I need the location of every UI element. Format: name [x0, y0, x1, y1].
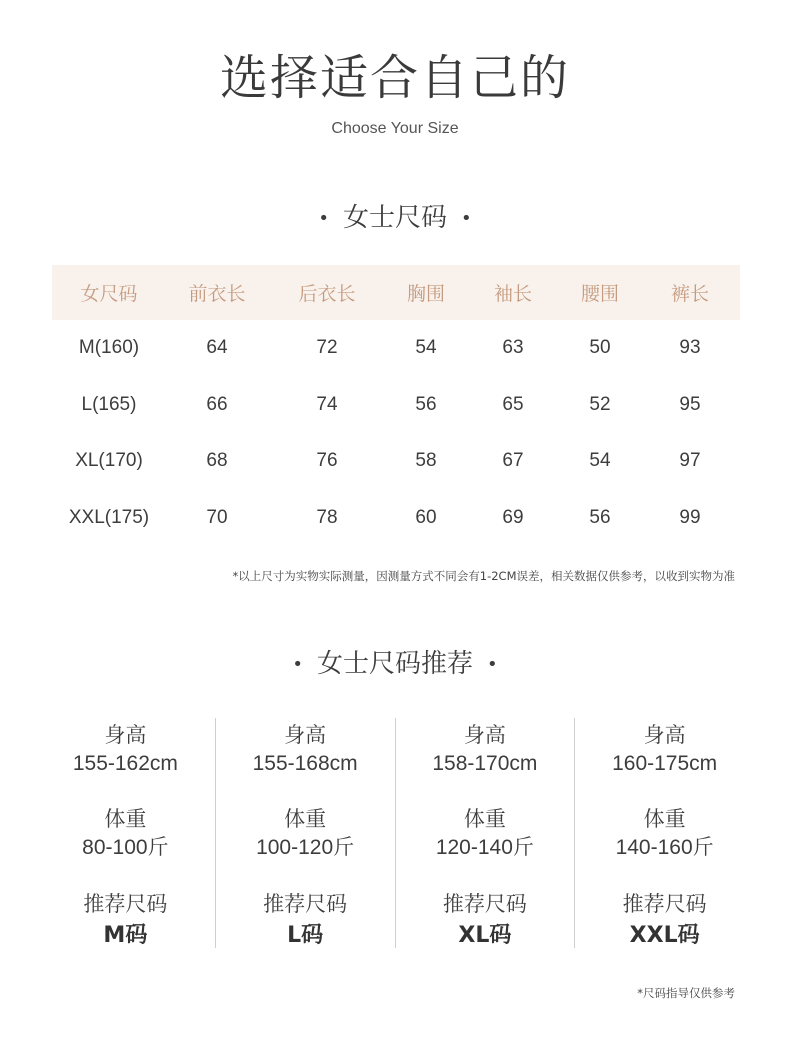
recommended-size-value: L码 [287, 923, 324, 948]
recommended-size-value: M码 [103, 923, 148, 948]
table-cell: 60 [415, 507, 437, 529]
height-label: 身高 [463, 723, 506, 747]
table-cell: 54 [415, 337, 437, 359]
weight-label: 体重 [643, 807, 686, 831]
weight-value: 140-160斤 [615, 836, 714, 859]
table-cell: 65 [502, 393, 524, 415]
height-value: 160-175cm [612, 752, 718, 775]
weight-value: 100-120斤 [256, 836, 355, 859]
table-cell: XL(170) [75, 450, 143, 472]
bullet-dot-right: • [487, 653, 498, 675]
table-cell: 64 [206, 337, 228, 359]
table-cell: M(160) [78, 337, 140, 359]
table-cell: 67 [502, 450, 524, 472]
recommendation-column-l [215, 718, 395, 948]
weight-label: 体重 [284, 807, 327, 831]
size-chart-heading-text: 女士尺码 [342, 203, 447, 233]
weight-label: 体重 [104, 807, 147, 831]
table-cell: 76 [316, 450, 338, 472]
column-header-back-length: 后衣长 [298, 283, 356, 305]
table-cell: 70 [206, 507, 228, 529]
recommended-size-value: XL码 [458, 923, 512, 948]
page-title: 选择适合自己的 [219, 50, 570, 106]
size-chart-header-row [52, 265, 740, 320]
table-cell: XXL(175) [68, 507, 150, 529]
table-cell: 74 [316, 393, 338, 415]
recommendation-column-xl [395, 718, 575, 948]
column-header-bust: 胸围 [406, 283, 445, 305]
table-cell: L(165) [81, 393, 137, 415]
table-cell: 56 [589, 507, 611, 529]
table-row [52, 433, 740, 490]
recommendation-note: *尺码指导仅供参考 [637, 986, 735, 1000]
bullet-dot-right: • [461, 207, 472, 229]
table-cell: 63 [502, 337, 524, 359]
column-header-size: 女尺码 [80, 283, 138, 305]
table-cell: 97 [679, 450, 701, 472]
column-header-pants-length: 裤长 [670, 283, 709, 305]
height-value: 155-168cm [252, 752, 358, 775]
height-label: 身高 [284, 723, 327, 747]
table-cell: 56 [415, 393, 437, 415]
recommendation-column-xxl [574, 718, 754, 948]
page-subtitle: Choose Your Size [331, 120, 459, 137]
table-cell: 99 [679, 507, 701, 529]
table-cell: 72 [316, 337, 338, 359]
bullet-dot-left: • [318, 207, 329, 229]
recommended-size-value: XXL码 [629, 923, 700, 948]
table-cell: 68 [206, 450, 228, 472]
column-header-sleeve-length: 袖长 [493, 283, 532, 305]
column-header-front-length: 前衣长 [188, 283, 246, 305]
table-cell: 54 [589, 450, 611, 472]
weight-label: 体重 [463, 807, 506, 831]
weight-value: 120-140斤 [435, 836, 534, 859]
table-row [52, 490, 740, 547]
size-chart-table [52, 265, 740, 546]
column-header-waist: 腰围 [580, 283, 619, 305]
recommended-size-label: 推荐尺码 [263, 892, 348, 916]
weight-value: 80-100斤 [82, 836, 169, 859]
height-value: 155-162cm [72, 752, 178, 775]
height-label: 身高 [643, 723, 686, 747]
recommended-size-label: 推荐尺码 [622, 892, 707, 916]
recommendation-grid [36, 718, 754, 948]
table-cell: 95 [679, 393, 701, 415]
table-row [52, 320, 740, 377]
table-cell: 69 [502, 507, 524, 529]
size-chart-note: *以上尺寸为实物实际测量，因测量方式不同会有1-2CM误差，相关数据仅供参考，以收到实物为准 [232, 569, 735, 583]
table-cell: 78 [316, 507, 338, 529]
recommendation-heading-text: 女士尺码推荐 [316, 649, 473, 679]
recommended-size-label: 推荐尺码 [83, 892, 168, 916]
height-value: 158-170cm [432, 752, 538, 775]
recommendation-heading [0, 646, 790, 683]
recommended-size-label: 推荐尺码 [442, 892, 527, 916]
height-label: 身高 [104, 723, 147, 747]
size-chart-heading [0, 200, 790, 237]
table-cell: 58 [415, 450, 437, 472]
bullet-dot-left: • [292, 653, 303, 675]
table-cell: 66 [206, 393, 228, 415]
table-row [52, 377, 740, 434]
table-cell: 93 [679, 337, 701, 359]
table-cell: 50 [589, 337, 611, 359]
table-cell: 52 [589, 393, 611, 415]
recommendation-column-m [36, 718, 215, 948]
